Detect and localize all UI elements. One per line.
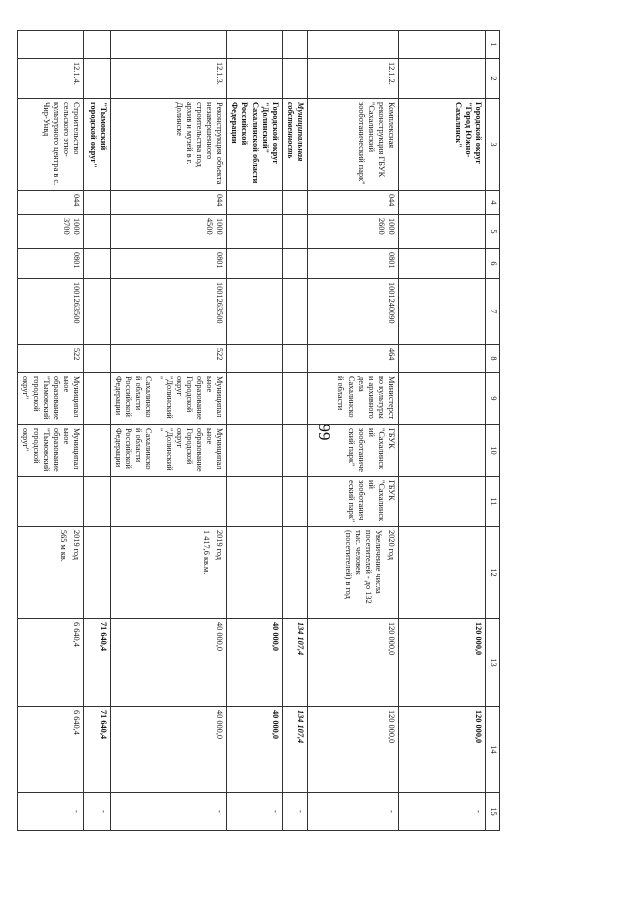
table-cell xyxy=(84,527,111,619)
table-cell xyxy=(282,249,307,279)
amount-cell: 6 640,4 xyxy=(18,707,84,793)
dash-cell: - xyxy=(111,793,227,831)
table-cell xyxy=(282,215,307,249)
table-cell xyxy=(399,191,486,215)
amount-cell: 40 000,0 xyxy=(227,619,283,707)
table-cell xyxy=(111,477,227,527)
header-cell: 3 xyxy=(486,99,500,191)
result-cell xyxy=(111,527,227,619)
table-cell xyxy=(227,191,283,215)
object-name: Строительство сельского этно-культурного центра в с. Чир-Унвд xyxy=(18,99,84,191)
dash-cell: - xyxy=(84,793,111,831)
amount-cell: 120 000,0 xyxy=(308,619,399,707)
table-cell xyxy=(227,373,283,425)
table-cell xyxy=(399,477,486,527)
dash-cell: - xyxy=(308,793,399,831)
amount-cell: 40 000,0 xyxy=(227,707,283,793)
table-cell xyxy=(282,373,307,425)
dash-cell: - xyxy=(227,793,283,831)
header-cell: 4 xyxy=(486,191,500,215)
table-cell xyxy=(399,425,486,477)
header-cell: 8 xyxy=(486,345,500,373)
table-cell: 1001240090 xyxy=(308,279,399,345)
table-cell xyxy=(282,345,307,373)
table-cell xyxy=(84,249,111,279)
amount-cell: 71 640,4 xyxy=(84,619,111,707)
table-cell xyxy=(227,279,283,345)
table-cell xyxy=(227,31,283,59)
amount-cell: 40 000,0 xyxy=(111,619,227,707)
header-cell: 6 xyxy=(486,249,500,279)
table-cell xyxy=(84,31,111,59)
table-cell xyxy=(282,425,307,477)
amount-cell: 120 000,0 xyxy=(399,619,486,707)
table-cell: 1000 3700 xyxy=(18,215,84,249)
table-cell xyxy=(399,345,486,373)
object-name: Реконструкция объекта незавершенного строительства под архив и музей в г. Долинске xyxy=(111,99,227,191)
table-cell xyxy=(282,59,307,99)
result-description: Увеличение числа посетителей - до 132 тыс. человек (посетителей) в год xyxy=(343,530,383,604)
table-cell xyxy=(84,345,111,373)
result-description: 1 417,6 кв.м. xyxy=(202,530,212,575)
rotated-table-area xyxy=(21,30,500,830)
amount-cell: 71 640,4 xyxy=(84,707,111,793)
objects-table xyxy=(17,30,500,831)
object-name: Комплексная реконструкция ГБУК "Сахалинский зооботанический парк" xyxy=(308,99,399,191)
table-cell xyxy=(282,477,307,527)
amount-cell: 6 640,4 xyxy=(18,619,84,707)
table-cell xyxy=(84,215,111,249)
table-cell xyxy=(84,279,111,345)
table-cell: 044 xyxy=(18,191,84,215)
header-cell: 5 xyxy=(486,215,500,249)
amount-cell: 134 107,4 xyxy=(282,707,307,793)
amount-cell: 134 107,4 xyxy=(282,619,307,707)
header-cell: 2 xyxy=(486,59,500,99)
table-cell xyxy=(84,477,111,527)
result-year: 2020 год xyxy=(387,530,396,560)
result-year: 2019 год xyxy=(72,530,82,560)
header-cell: 15 xyxy=(486,793,500,831)
table-cell xyxy=(84,59,111,99)
table-cell xyxy=(399,59,486,99)
result-cell xyxy=(308,527,399,619)
table-cell xyxy=(399,373,486,425)
item-number: 12.1.4. xyxy=(18,59,84,99)
group-title: Городской округ "Долинский" Сахалинской области Российской Федерации xyxy=(227,99,283,191)
table-cell: 044 xyxy=(111,191,227,215)
table-cell xyxy=(18,477,84,527)
table-cell xyxy=(399,249,486,279)
table-cell: 044 xyxy=(308,191,399,215)
table-cell xyxy=(227,527,283,619)
table-cell xyxy=(227,249,283,279)
amount-cell: 40 000,0 xyxy=(111,707,227,793)
table-cell: 1000 4500 xyxy=(111,215,227,249)
dash-cell: - xyxy=(282,793,307,831)
table-cell: 1000 2600 xyxy=(308,215,399,249)
table-cell: 0801 xyxy=(308,249,399,279)
table-cell xyxy=(111,31,227,59)
table-row xyxy=(18,31,84,831)
table-cell xyxy=(227,425,283,477)
table-cell: 522 xyxy=(111,345,227,373)
table-cell xyxy=(399,31,486,59)
table-cell xyxy=(282,31,307,59)
table-rotation xyxy=(21,30,500,830)
table-cell: Муниципальное образование Городской округ "Долинский" Сахалинской области Российской Федерации xyxy=(111,425,227,477)
table-cell: 1001263500 xyxy=(18,279,84,345)
table-cell xyxy=(399,279,486,345)
table-cell: 1001263500 xyxy=(111,279,227,345)
table-row xyxy=(282,31,307,831)
header-cell: 13 xyxy=(486,619,500,707)
table-cell: Министерство культуры и архивного дела Сахалинской области xyxy=(308,373,399,425)
result-cell xyxy=(18,527,84,619)
table-cell: Муниципальное образование "Тымовский городской округ" xyxy=(18,425,84,477)
table-cell xyxy=(84,373,111,425)
header-cell: 9 xyxy=(486,373,500,425)
table-cell xyxy=(399,215,486,249)
table-cell xyxy=(84,191,111,215)
table-cell xyxy=(227,59,283,99)
table-cell: ГБУК "Сахалинский зооботанический парк" xyxy=(308,425,399,477)
amount-cell: 120 000,0 xyxy=(308,707,399,793)
dash-cell: - xyxy=(399,793,486,831)
table-cell: 0801 xyxy=(18,249,84,279)
dash-cell: - xyxy=(18,793,84,831)
group-title: "Тымовский городской округ" xyxy=(84,99,111,191)
table-cell xyxy=(282,191,307,215)
group-title: Муниципальная собственность xyxy=(282,99,307,191)
header-cell: 11 xyxy=(486,477,500,527)
table-cell xyxy=(227,215,283,249)
table-cell: Муниципальное образование Городской округ "Долинский" Сахалинской области Российской Федерации xyxy=(111,373,227,425)
table-cell: 464 xyxy=(308,345,399,373)
table-cell xyxy=(308,31,399,59)
table-cell xyxy=(18,31,84,59)
table-row xyxy=(308,31,399,831)
table-cell xyxy=(227,477,283,527)
item-number: 12.1.2. xyxy=(308,59,399,99)
table-cell: Муниципальное образование "Тымовский городской округ" xyxy=(18,373,84,425)
header-row xyxy=(486,31,500,831)
table-cell xyxy=(282,527,307,619)
table-row xyxy=(84,31,111,831)
table-row xyxy=(227,31,283,831)
table-cell xyxy=(282,279,307,345)
table-cell: 522 xyxy=(18,345,84,373)
table-row xyxy=(111,31,227,831)
header-cell: 12 xyxy=(486,527,500,619)
table-cell xyxy=(399,527,486,619)
item-number: 12.1.3. xyxy=(111,59,227,99)
header-cell: 1 xyxy=(486,31,500,59)
group-title: Городской округ "Город Южно-Сахалинск" xyxy=(399,99,486,191)
table-row xyxy=(399,31,486,831)
table-cell: 0801 xyxy=(111,249,227,279)
header-cell: 14 xyxy=(486,707,500,793)
result-description: 565 м кв. xyxy=(58,530,68,562)
page-number: 99 xyxy=(315,423,334,441)
header-cell: 7 xyxy=(486,279,500,345)
header-cell: 10 xyxy=(486,425,500,477)
amount-cell: 120 000,0 xyxy=(399,707,486,793)
table-cell xyxy=(227,345,283,373)
table-cell xyxy=(84,425,111,477)
result-year: 2019 год xyxy=(215,530,225,560)
table-cell: ГБУК "Сахалинский зооботанический парк" xyxy=(308,477,399,527)
